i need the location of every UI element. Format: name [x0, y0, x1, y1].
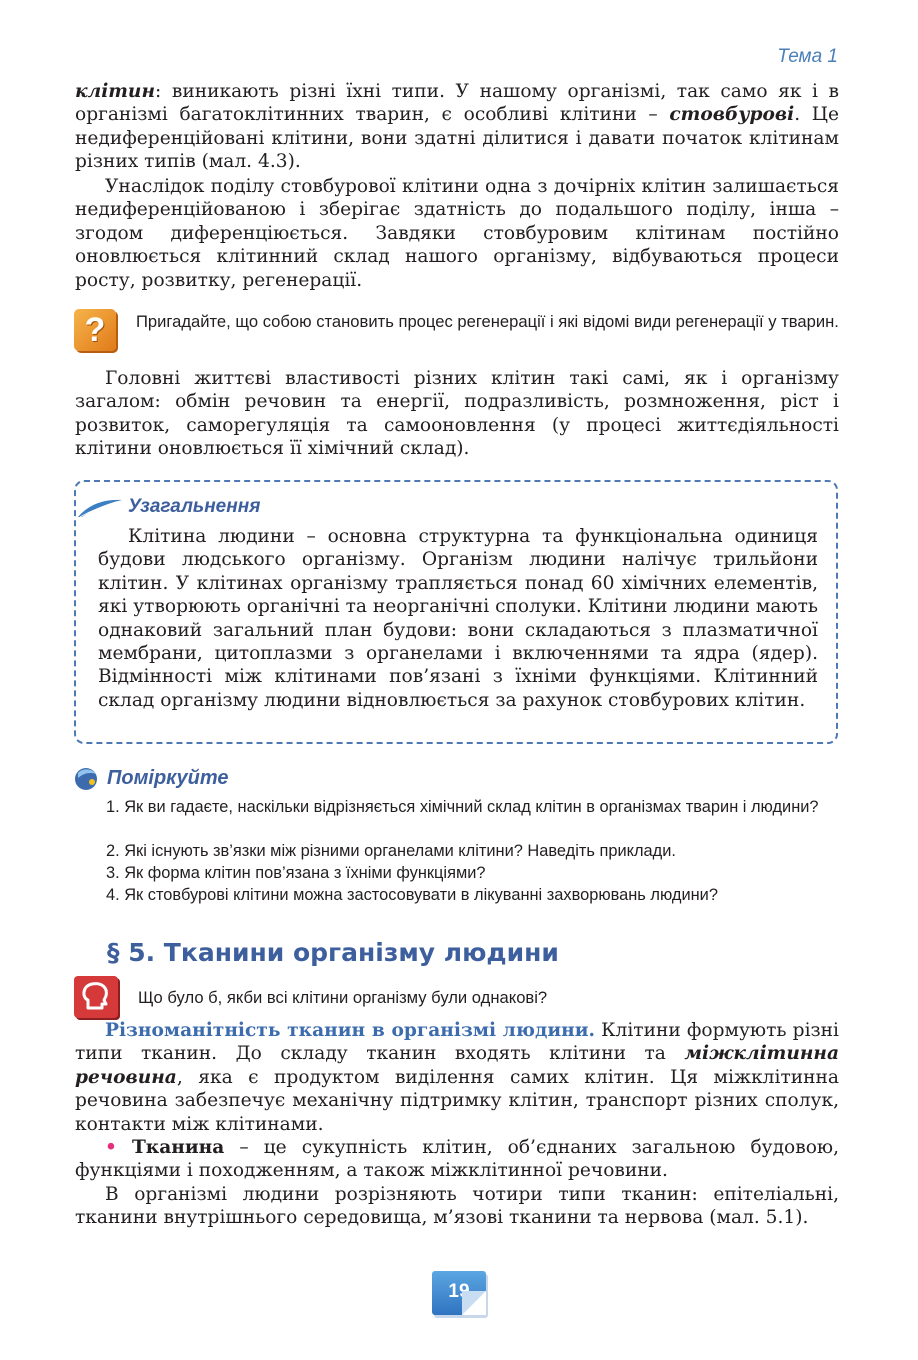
section-title: § 5. Тканини організму людини — [107, 938, 559, 967]
page-number: 19 — [448, 1281, 470, 1302]
recall-prompt: Пригадайте, що собою становить процес регенерації і які відомі види регенерації у тварин. — [136, 312, 839, 331]
term-cells: клітин — [75, 81, 156, 102]
question-2: 2. Які існують зв’язки між різними органелами клітини? Наведіть приклади. — [106, 842, 676, 860]
summary-text: Клітина людини – основна структурна та функціональна одиниця будови людського організму. Організм людини налічує трильйони клітин. У клітинах організму трапляється понад 60 хімічних елементів, які утворюють органічні та неорганічні сполуки. Клітини людини мають однаковий загальний план будови: вони складаються з плазматичної мембрани, цитоплазми з органелами і включеннями та ядра (ядер). Відмінності між клітинами пов’язані з їхніми функціями. Клітинний склад організму людини відновлюється за рахунок стовбурових клітин. — [98, 526, 818, 711]
term-intercellular: міжклітинна речовина — [75, 1043, 839, 1088]
question-3: 3. Як форма клітин пов’язана з їхніми функціями? — [106, 864, 486, 882]
paragraph-tissue-diversity: Різноманітність тканин в організмі людини. Клітини формують різні типи тканин. До складу тканин входять клітини та міжклітинна речовина, яка є продуктом виділення самих клітин. Ця міжклітинна речовина забезпечує механічну підтримку клітин, транспорт різних сполук, контакти між клітинами. — [75, 1020, 839, 1135]
section-question: Що було б, якби всі клітини організму були однакові? — [138, 988, 548, 1007]
question-4: 4. Як стовбурові клітини можна застосовувати в лікуванні захворювань людини? — [106, 886, 718, 904]
paragraph-division: Унаслідок поділу стовбурової клітини одна з дочірніх клітин залишається недиференційованою і зберігає здатність до подальшого поділу, інша – згодом диференціюється. Завдяки стовбуровим клітинам постійно оновлюється клітинний склад нашого організму, відбуваються процеси росту, розвитку, регенерації. — [75, 176, 839, 291]
bullet-icon: • — [105, 1137, 117, 1158]
feather-icon — [76, 497, 124, 519]
page-fold-icon — [462, 1291, 486, 1315]
think-title: Поміркуйте — [107, 767, 229, 789]
question-1: 1. Як ви гадаєте, наскільки відрізняється хімічний склад клітин в організмах тварин і людини? — [106, 798, 819, 816]
subheading-diversity: Різноманітність тканин в організмі людини. — [105, 1020, 595, 1041]
question-icon: ? — [74, 309, 116, 351]
term-tissue: Тканина — [131, 1137, 225, 1158]
thinking-head-icon — [74, 976, 118, 1018]
think-icon — [72, 766, 102, 792]
paragraph-tissue-types: В організмі людини розрізняють чотири типи тканин: епітеліальні, тканини внутрішнього середовища, м’язові тканини та нервова (мал. 5.1). — [75, 1184, 839, 1229]
paragraph-properties: Головні життєві властивості різних клітин такі самі, як і організму загалом: обмін речовин та енергії, подразливість, розмноження, ріст і розвиток, саморегуляція та самооновлення (у процесі життєдіяльності клітини оновлюється її хімічний склад). — [75, 368, 839, 460]
summary-title: Узагальнення — [128, 496, 261, 517]
page-number-badge — [432, 1271, 486, 1315]
paragraph-stem-cells: клітин: виникають різні їхні типи. У нашому організмі, так само як і в організмі багатоклітинних тварин, є особливі клітини – стовбурові. Це недиференційовані клітини, вони здатні ділитися і давати початок клітинам різних типів (мал. 4.3). — [75, 81, 839, 173]
paragraph-tissue-definition: • Тканина – це сукупність клітин, об’єднаних загальною будовою, функціями і походженням, а також міжклітинної речовини. — [75, 1137, 839, 1182]
topic-header: Тема 1 — [777, 46, 838, 67]
term-stem: стовбурові — [669, 104, 795, 126]
